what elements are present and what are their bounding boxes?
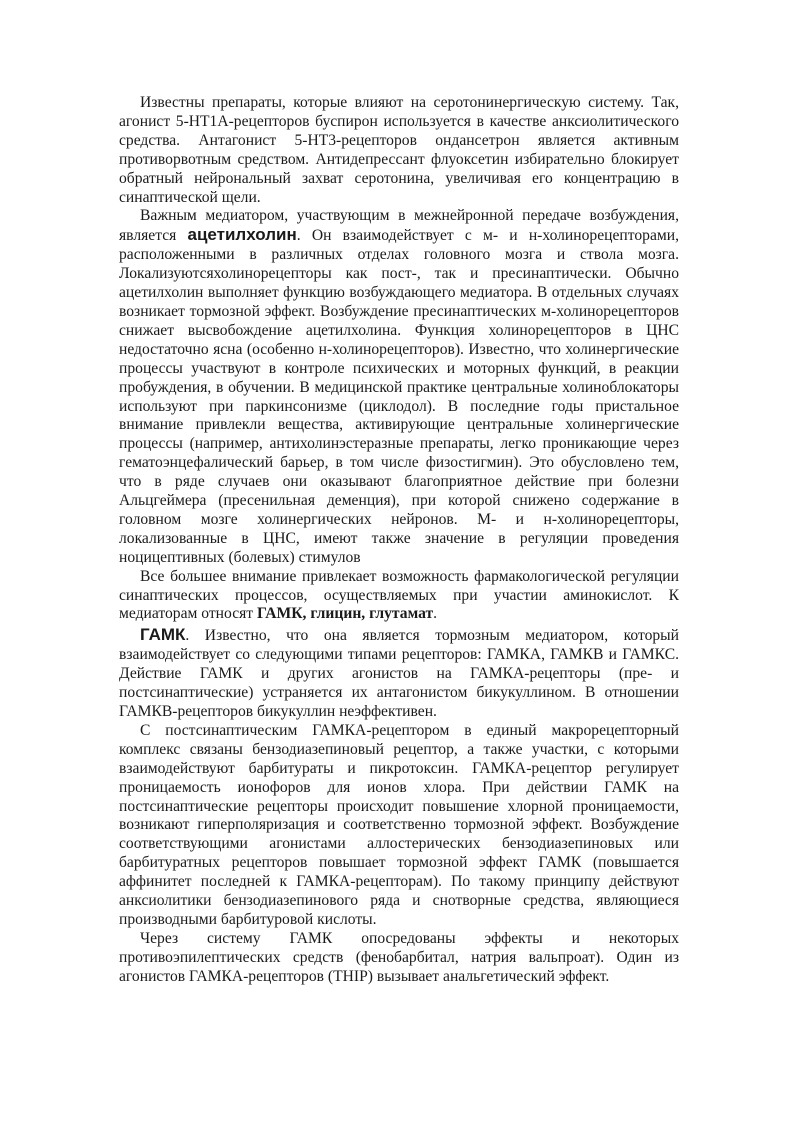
paragraph-gaba: [119, 626, 679, 722]
text-run: .: [433, 605, 438, 623]
term-gaba: ГАМК: [140, 625, 186, 645]
text-run: Все большее внимание привлекает возможность фармакологической регуляции синаптических процессов, осуществляемых при участии аминокислот. К медиаторам относят: [119, 567, 679, 623]
text-run: . Известно, что она является тормозным медиатором, который взаимодействует со следующими типами рецепторов: ГАМКА, ГАМКВ и ГАМКС. Действие ГАМК и других агонистов на ГАМКА-рецепторы (пре- и постсинаптические) устраняется их антагонистом бикукуллином. В отношении ГАМКВ-рецепторов бикукуллин неэффективен.: [119, 627, 679, 720]
paragraph-acetylcholine: [119, 207, 679, 567]
text-run: . Он взаимодействует с м- и н-холинорецепторами, расположенными в различных отделах головного мозга и ствола мозга. Локализуютсяхолинорецепторы как пост-, так и пресинаптически. Обычно ацетилхолин выполняет функцию возбуждающего медиатора. В отдельных случаях возникает тормозной эффект. Возбуждение пресинаптических м-холинорецепторов снижает высвобождение ацетилхолина. Функция холинорецепторов в ЦНС недостаточно ясна (особенно н-холинорецепторов). Известно, что холинергические процессы участвуют в контроле психических и моторных функций, в реакции пробуждения, в обучении. В медицинской практике центральные холиноблокаторы используют при паркинсонизме (циклодол). В последние годы пристальное внимание привлекли вещества, активирующие центральные холинергические процессы (например, антихолинэстеразные препараты, легко проникающие через гематоэнцефалический барьер, в том числе физостигмин). Это обусловлено тем, что в ряде случаев они оказывают благоприятное действие при болезни Альцгеймера (пресенильная деменция), при которой снижено содержание в головном мозге холинергических нейронов. М- и н-холинорецепторы, локализованные в ЦНС, имеют также значение в регуляции проведения ноцицептивных (болевых) стимулов: [119, 227, 679, 566]
paragraph-gaba-a-receptor: С постсинаптическим ГАМКА-рецептором в единый макрорецепторный комплекс связаны бензодиазепиновый рецептор, а также участки, с которыми взаимодействуют барбитураты и пикротоксин. ГАМКА-рецептор регулирует проницаемость ионофоров для ионов хлора. При действии ГАМК на постсинаптические рецепторы происходит повышение хлорной проницаемости, возникают гиперполяризация и соответственно тормозной эффект. Возбуждение соответствующими агонистами аллостерических бензодиазепиновых или барбитуратных рецепторов повышает тормозной эффект ГАМК (повышается аффинитет последней к ГАМКА-рецепторам). По такому принципу действуют анксиолитики бензодиазепинового ряда и снотворные средства, являющиеся производными барбитуровой кислоты.: [119, 721, 679, 928]
mediators-list: ГАМК, глицин, глутамат: [257, 605, 434, 623]
paragraph-serotonin: Известны препараты, которые влияют на серотонинергическую систему. Так, агонист 5-НТ1А-рецепторов буспирон используется в качестве анксиолитического средства. Антагонист 5-НТ3-рецепторов ондансетрон является активным противорвотным средством. Антидепрессант флуоксетин избирательно блокирует обратный нейрональный захват серотонина, увеличивая его концентрацию в синаптической щели.: [119, 94, 679, 206]
text-run: Важным медиатором, участвующим в межнейронной передаче возбуждения, является: [119, 207, 679, 245]
paragraph-antiepileptic: Через систему ГАМК опосредованы эффекты и некоторых противоэпилептических средств (фенобарбитал, натрия вальпроат). Один из агонистов ГАМКА-рецепторов (THIP) вызывает анальгетический эффект.: [119, 929, 679, 985]
document-page: [119, 94, 679, 987]
term-acetylcholine: ацетилхолин: [187, 225, 297, 245]
paragraph-amino-acids: [119, 568, 679, 625]
